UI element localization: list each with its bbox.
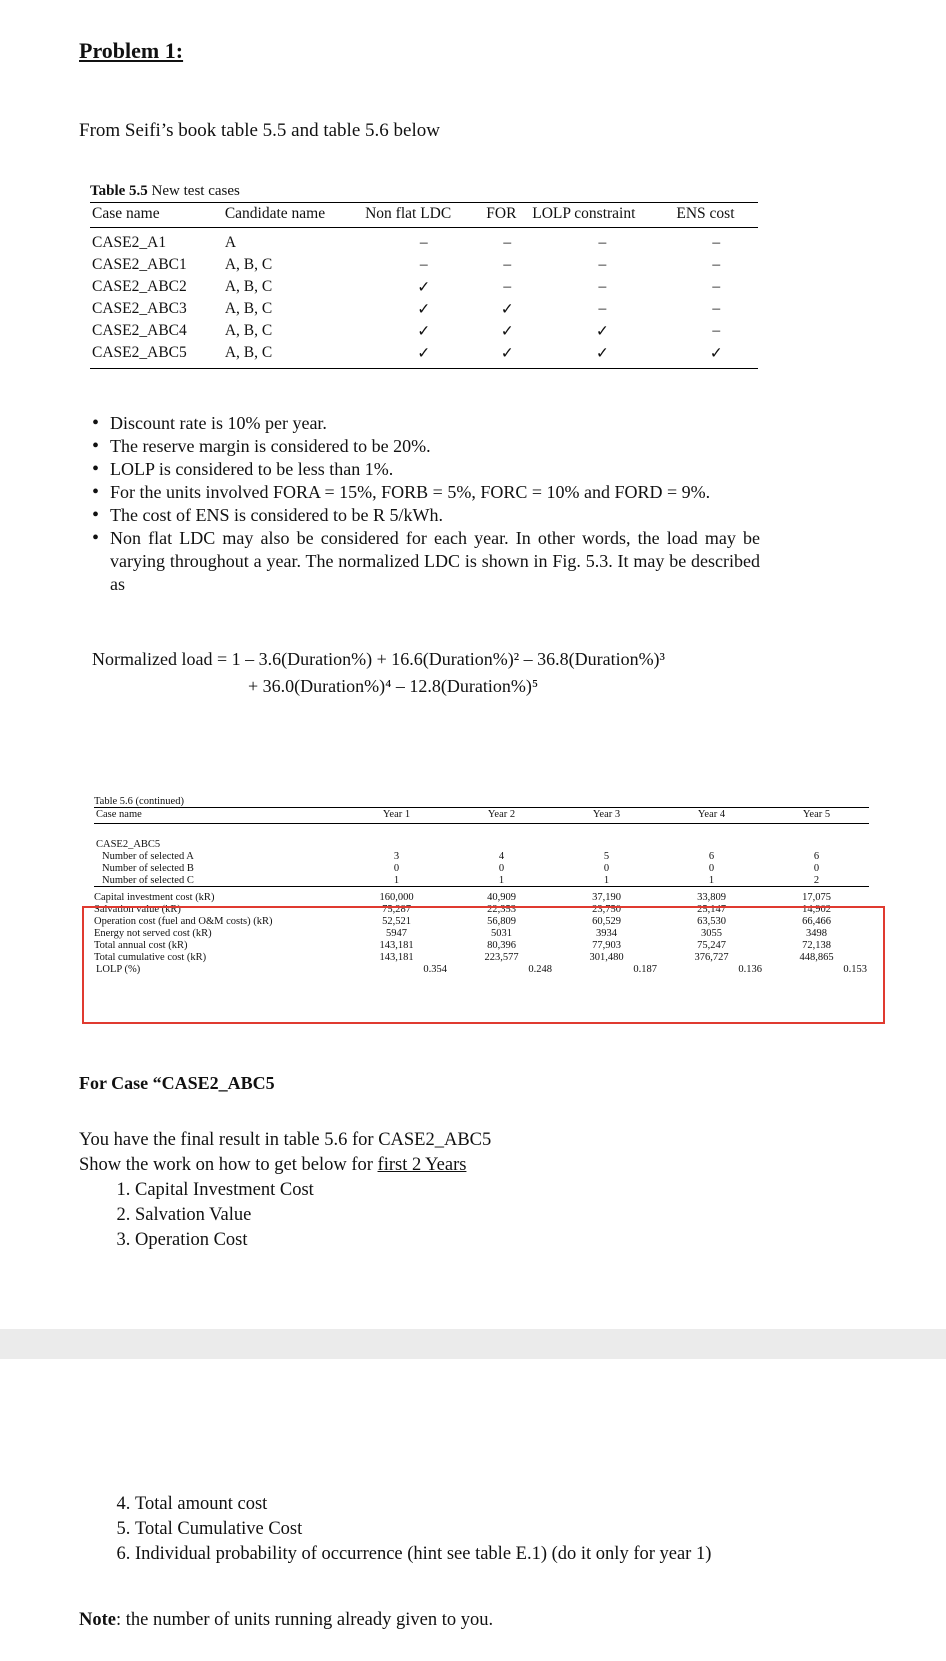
table-5-5-header: Case name [90, 203, 223, 228]
spacer-row [94, 824, 869, 839]
table-cell: – [503, 234, 512, 251]
table-cell: 143,181 [379, 939, 414, 951]
table-cell: – [598, 278, 607, 295]
table-cell: 0.187 [633, 963, 657, 975]
table-cell: 52,521 [382, 915, 411, 927]
row-label: Salvation value (kR) [94, 903, 181, 915]
note-text: : the number of units running already given to you. [115, 1610, 494, 1630]
table-cell: ✓ [417, 300, 431, 318]
bullet-item: • For the units involved FORA = 15%, FORB = 5%, FORC = 10% and FORD = 9%. [90, 481, 760, 504]
table-cell: 60,529 [592, 915, 621, 927]
table-cell: A, B, C [223, 342, 363, 369]
table-cell: – [712, 300, 721, 317]
table-cell: 5947 [386, 927, 407, 939]
row-label: Total annual cost (kR) [94, 939, 188, 951]
row-label: Operation cost (fuel and O&M costs) (kR) [94, 915, 273, 927]
table-cell: 5 [603, 850, 610, 862]
table-row [90, 228, 758, 255]
table-5-6-header: Year 5 [764, 808, 869, 824]
table-row [90, 254, 758, 276]
table-cell: 77,903 [592, 939, 621, 951]
table-5-6-caption: Table 5.6 (continued) [94, 796, 184, 807]
table-cell: 80,396 [487, 939, 516, 951]
table-5-5-header: LOLP constraint [530, 203, 674, 228]
task-item: 6. Individual probability of occurrence (hint see table E.1) (do it only for year 1) [135, 1542, 711, 1567]
table-cell: ✓ [417, 322, 431, 340]
task-item: 2. Salvation Value [135, 1203, 491, 1228]
table-cell: ✓ [363, 342, 484, 369]
table-cell: CASE2_ABC2 [92, 278, 187, 295]
table-cell: – [503, 278, 512, 295]
table-cell: ✓ [674, 342, 758, 369]
bullet-item: • LOLP is considered to be less than 1%. [90, 458, 760, 481]
table-row [94, 862, 869, 874]
table-5-6-header-row [94, 808, 869, 824]
row-label: Capital investment cost (kR) [94, 891, 215, 903]
table-cell: ✓ [484, 342, 530, 369]
normalized-load-formula [92, 646, 792, 700]
table-cell: 66,466 [802, 915, 831, 927]
task-section [79, 1128, 491, 1253]
table-cell: A, B, C [224, 278, 273, 295]
table-cell: 0.153 [843, 963, 867, 975]
task-item: 1. Capital Investment Cost [135, 1178, 491, 1203]
table-cell: ✓ [417, 278, 431, 296]
table-cell: CASE2_A1 [92, 234, 167, 251]
table-cell: 1 [659, 874, 764, 887]
table-5-5-header: Candidate name [223, 203, 363, 228]
table-cell: A, B, C [224, 322, 273, 339]
table-cell: A, B, C [224, 256, 273, 273]
table-cell: – [712, 256, 721, 273]
table-cell: ✓ [500, 300, 514, 318]
table-cell: A, B, C [224, 300, 273, 317]
bullet-item: • Non flat LDC may also be considered for each year. In other words, the load may be varying throughout a year. The normalized LDC is shown in Fig. 5.3. It may be described as [90, 527, 760, 596]
table-cell: 6 [708, 850, 715, 862]
table-cell: 3934 [596, 927, 617, 939]
table-cell: 3 [393, 850, 400, 862]
table-5-6-header: Case name [94, 808, 344, 824]
table-5-5-header: FOR [484, 203, 530, 228]
table-5-5-caption-text: New test cases [151, 183, 240, 199]
row-label: Total cumulative cost (kR) [94, 951, 207, 963]
table-cell: 56,809 [487, 915, 516, 927]
table-cell: 40,909 [487, 891, 516, 903]
table-cell: – [598, 300, 607, 317]
row-label: LOLP (%) [96, 963, 141, 975]
table-5-6-header: Year 3 [554, 808, 659, 824]
table-cell: 1 [344, 874, 449, 887]
table-5-6-header: Year 4 [659, 808, 764, 824]
task-item: 5. Total Cumulative Cost [135, 1517, 711, 1542]
table-cell: 72,138 [802, 939, 831, 951]
table-cell: 0.136 [738, 963, 762, 975]
note [79, 1610, 493, 1631]
table-row [94, 874, 869, 887]
table-cell: 0 [603, 862, 610, 874]
row-label: Number of selected B [102, 862, 194, 874]
task-line-2-prefix: Show the work on how to get below for [79, 1155, 378, 1175]
table-row [90, 320, 758, 342]
table-cell: 14,902 [802, 903, 831, 915]
table-cell: – [712, 322, 721, 339]
table-cell: 22,353 [487, 903, 516, 915]
table-cell: 223,577 [484, 951, 519, 963]
task-line-1: You have the final result in table 5.6 for CASE2_ABC5 [79, 1130, 492, 1150]
table-cell: CASE2_ABC5 [90, 342, 223, 369]
table-cell: 3498 [806, 927, 827, 939]
bullet-item: • The reserve margin is considered to be 20%. [90, 435, 760, 458]
table-cell: CASE2_ABC4 [92, 322, 187, 339]
highlight-box [82, 906, 885, 1024]
formula-line-1: Normalized load = 1 – 3.6(Duration%) + 16.6(Duration%)² – 36.8(Duration%)³ [92, 649, 665, 669]
table-5-6-header: Year 1 [344, 808, 449, 824]
table-cell: CASE2_ABC1 [92, 256, 187, 273]
table-cell: 63,530 [697, 915, 726, 927]
task-item: 3. Operation Cost [135, 1228, 491, 1253]
table-cell: ✓ [595, 322, 609, 340]
table-cell: – [419, 256, 428, 273]
case-heading: For Case “CASE2_ABC5 [79, 1073, 275, 1093]
table-cell: A [224, 234, 237, 251]
table-5-5-caption [90, 183, 758, 200]
assumptions-list [90, 412, 760, 596]
case-row [94, 838, 869, 850]
table-cell: 6 [813, 850, 820, 862]
table-cell: 75,247 [697, 939, 726, 951]
table-cell: 0 [813, 862, 820, 874]
table-cell: 0 [498, 862, 505, 874]
table-cell: 23,750 [592, 903, 621, 915]
table-cell: 0.354 [423, 963, 447, 975]
table-cell: 160,000 [379, 891, 414, 903]
table-cell: 376,727 [694, 951, 729, 963]
formula-line-2: + 36.0(Duration%)⁴ – 12.8(Duration%)⁵ [248, 676, 539, 696]
table-cell: 0 [708, 862, 715, 874]
spacer-cell [94, 824, 344, 839]
table-cell: ✓ [530, 342, 674, 369]
table-cell: 2 [764, 874, 869, 887]
table-cell: 1 [554, 874, 659, 887]
table-row [90, 298, 758, 320]
table-cell: 1 [449, 874, 554, 887]
bullet-item: • The cost of ENS is considered to be R 5/kWh. [90, 504, 760, 527]
table-cell: – [503, 256, 512, 273]
row-label: Number of selected C [94, 874, 344, 887]
table-cell: – [598, 234, 607, 251]
table-5-5-caption-label: Table 5.5 [90, 183, 148, 199]
table-cell: – [712, 234, 721, 251]
case-name: CASE2_ABC5 [96, 838, 161, 850]
table-row [90, 342, 758, 369]
table-cell: – [419, 234, 428, 251]
table-cell: 33,809 [697, 891, 726, 903]
task-line-2 [79, 1153, 491, 1178]
bullet-item: • Discount rate is 10% per year. [90, 412, 760, 435]
table-cell: 0.248 [528, 963, 552, 975]
table-cell: 143,181 [379, 951, 414, 963]
row-label: Energy not served cost (kR) [94, 927, 212, 939]
table-5-5-header-row [90, 203, 758, 228]
table-cell: 0 [393, 862, 400, 874]
table-cell: 4 [498, 850, 505, 862]
table-cell: 25,147 [697, 903, 726, 915]
table-cell: 75,287 [382, 903, 411, 915]
problem-title: Problem 1: [79, 38, 184, 63]
table-5-5-header: Non flat LDC [363, 203, 484, 228]
task-section-continued [79, 1492, 711, 1567]
task-item: 4. Total amount cost [135, 1492, 711, 1517]
table-cell: 37,190 [592, 891, 621, 903]
table-row [94, 891, 869, 903]
intro-text: From Seifi’s book table 5.5 and table 5.6 below [79, 120, 440, 141]
table-cell: 448,865 [799, 951, 834, 963]
note-label: Note [79, 1610, 116, 1630]
table-cell: 301,480 [589, 951, 624, 963]
table-cell: CASE2_ABC3 [92, 300, 187, 317]
table-5-6-header: Year 2 [449, 808, 554, 824]
table-cell: 3055 [701, 927, 722, 939]
table-5-5-header: ENS cost [674, 203, 758, 228]
table-cell: ✓ [500, 322, 514, 340]
table-row [90, 276, 758, 298]
first-2-years: first 2 Years [377, 1155, 467, 1175]
table-cell: – [598, 256, 607, 273]
table-cell: – [712, 278, 721, 295]
page-break [0, 1329, 946, 1359]
table-5-5 [90, 183, 758, 369]
table-cell: 17,075 [802, 891, 831, 903]
table-cell: 5031 [491, 927, 512, 939]
row-label: Number of selected A [102, 850, 194, 862]
table-row [94, 850, 869, 862]
